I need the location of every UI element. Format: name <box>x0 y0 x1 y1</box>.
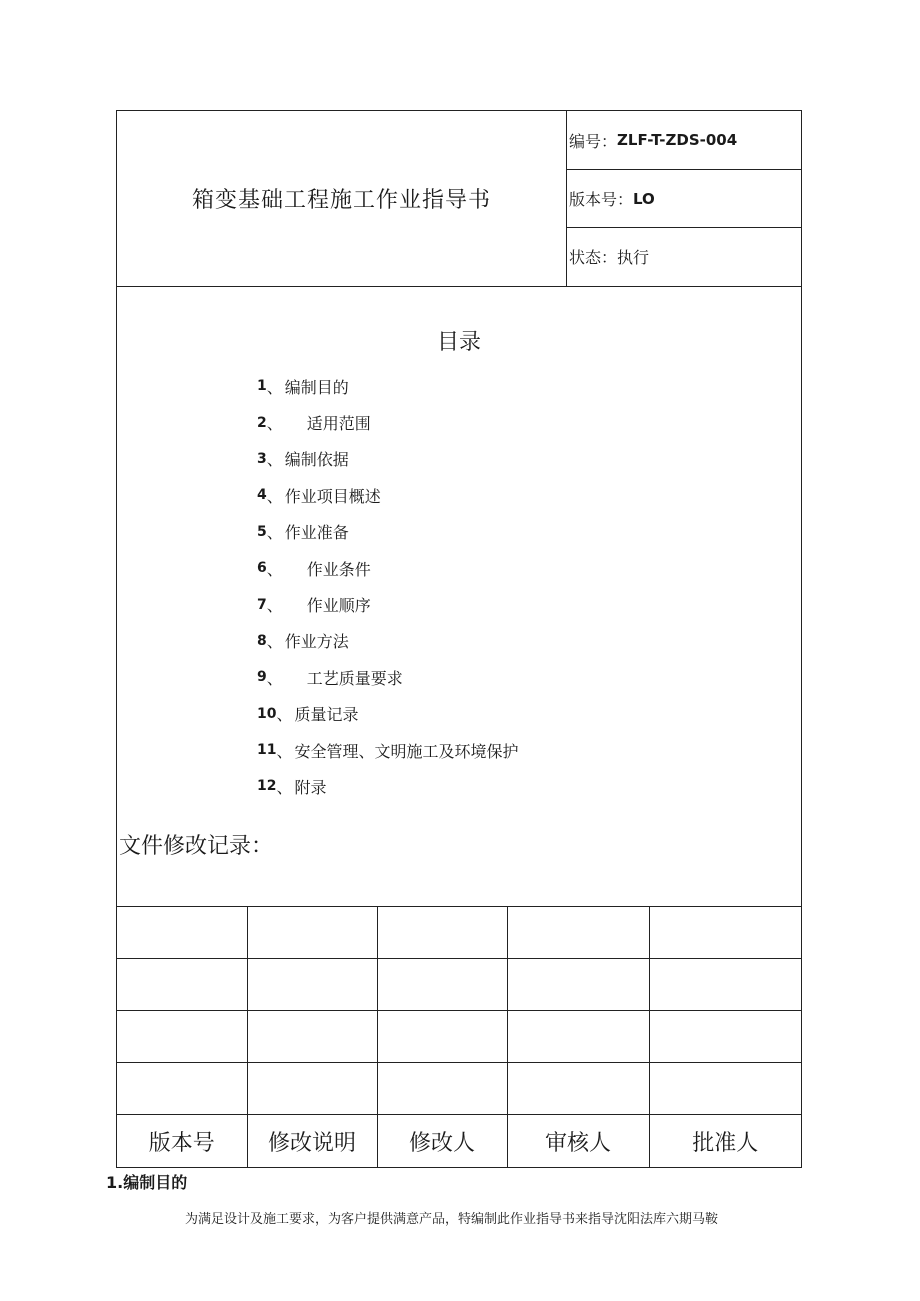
table-cell <box>649 1063 801 1115</box>
table-cell <box>117 1011 247 1063</box>
toc-item-number: 10 <box>257 705 277 722</box>
toc-item-number: 6 <box>257 560 267 577</box>
table-cell <box>377 907 507 959</box>
table-cell <box>507 907 649 959</box>
toc-item-number: 1 <box>257 378 267 395</box>
toc-item <box>257 404 519 440</box>
document-header <box>117 111 801 287</box>
toc-item-number: 9 <box>257 669 267 686</box>
toc-item-separator: 、 <box>276 741 293 761</box>
toc-item-number: 2 <box>257 414 267 431</box>
toc-item <box>257 623 519 659</box>
toc-item-separator: 、 <box>266 632 283 652</box>
revision-record-title: 文件修改记录： <box>119 834 274 859</box>
toc-item-separator: 、 <box>276 777 293 797</box>
toc-item <box>257 696 519 732</box>
table-cell <box>377 1063 507 1115</box>
toc-item-number: 4 <box>257 487 267 504</box>
toc-item-separator: 、 <box>266 450 283 470</box>
table-cell <box>247 907 377 959</box>
table-cell <box>117 907 247 959</box>
column-modifier: 修改人 <box>377 1115 507 1168</box>
document-title: 箱变基础工程施工作业指导书 <box>117 111 567 286</box>
meta-code-value: ZLF-T-ZDS-004 <box>617 131 738 149</box>
meta-version-value: LO <box>633 189 655 208</box>
table-cell <box>507 959 649 1011</box>
table-cell <box>649 959 801 1011</box>
table-cell <box>117 959 247 1011</box>
meta-status-value: 执行 <box>617 247 650 267</box>
toc-item-label: 适用范围 <box>306 414 371 434</box>
section-1-text: 为满足设计及施工要求，为客户提供满意产品，特编制此作业指导书来指导沈阳法库六期马鞍 <box>185 1212 719 1227</box>
table-of-contents <box>257 368 519 805</box>
toc-item-label: 作业项目概述 <box>284 486 381 506</box>
toc-item <box>257 550 519 586</box>
toc-item-separator: 、 <box>266 523 283 543</box>
toc-item-label: 编制依据 <box>284 450 349 470</box>
toc-item-separator: 、 <box>266 414 283 434</box>
toc-item-separator: 、 <box>276 705 293 725</box>
toc-item-label: 安全管理、文明施工及环境保护 <box>294 741 519 761</box>
meta-status-label: 状态： <box>569 247 618 267</box>
toc-item-label: 附录 <box>294 777 327 797</box>
meta-status <box>567 227 801 284</box>
section-1-heading: 1.编制目的 <box>106 1173 188 1192</box>
table-cell <box>117 1063 247 1115</box>
toc-item-label: 工艺质量要求 <box>306 668 403 688</box>
table-row <box>117 959 801 1011</box>
toc-item-label: 作业方法 <box>284 632 349 652</box>
toc-item <box>257 368 519 404</box>
table-cell <box>377 1011 507 1063</box>
table-row <box>117 1011 801 1063</box>
table-cell <box>649 1011 801 1063</box>
column-reviewer: 审核人 <box>507 1115 649 1168</box>
toc-item-separator: 、 <box>266 596 283 616</box>
revision-table <box>117 906 801 1167</box>
toc-item <box>257 441 519 477</box>
table-row <box>117 1063 801 1115</box>
toc-item-label: 作业顺序 <box>306 596 371 616</box>
toc-item-separator: 、 <box>266 486 283 506</box>
table-cell <box>247 1011 377 1063</box>
table-cell <box>507 1063 649 1115</box>
toc-item <box>257 659 519 695</box>
meta-version <box>567 169 801 227</box>
table-cell <box>507 1011 649 1063</box>
toc-item-number: 3 <box>257 450 267 467</box>
toc-item-label: 编制目的 <box>284 377 349 397</box>
meta-code <box>567 111 801 169</box>
toc-item-separator: 、 <box>266 559 283 579</box>
toc-title: 目录 <box>436 330 481 355</box>
table-header-row <box>117 1115 801 1168</box>
table-cell <box>377 959 507 1011</box>
toc-item <box>257 586 519 622</box>
toc-item-label: 质量记录 <box>294 705 359 725</box>
meta-version-label: 版本号： <box>569 190 634 209</box>
table-cell <box>247 1063 377 1115</box>
column-change-description: 修改说明 <box>247 1115 377 1168</box>
toc-item-number: 5 <box>257 523 267 540</box>
document-frame <box>116 110 802 1168</box>
table-cell <box>649 907 801 959</box>
toc-item-separator: 、 <box>266 668 283 688</box>
column-version: 版本号 <box>117 1115 247 1168</box>
toc-item-number: 8 <box>257 632 267 649</box>
toc-item-separator: 、 <box>266 377 283 397</box>
toc-item <box>257 477 519 513</box>
document-meta <box>567 111 801 286</box>
toc-item-number: 7 <box>257 596 267 613</box>
table-cell <box>247 959 377 1011</box>
toc-item-label: 作业准备 <box>284 523 349 543</box>
toc-item <box>257 514 519 550</box>
toc-item-number: 12 <box>257 778 277 795</box>
table-row <box>117 907 801 959</box>
toc-item-number: 11 <box>257 742 277 759</box>
toc-item <box>257 768 519 804</box>
column-approver: 批准人 <box>649 1115 801 1168</box>
toc-item-label: 作业条件 <box>306 559 371 579</box>
toc-item <box>257 732 519 768</box>
meta-code-label: 编号： <box>569 131 618 151</box>
